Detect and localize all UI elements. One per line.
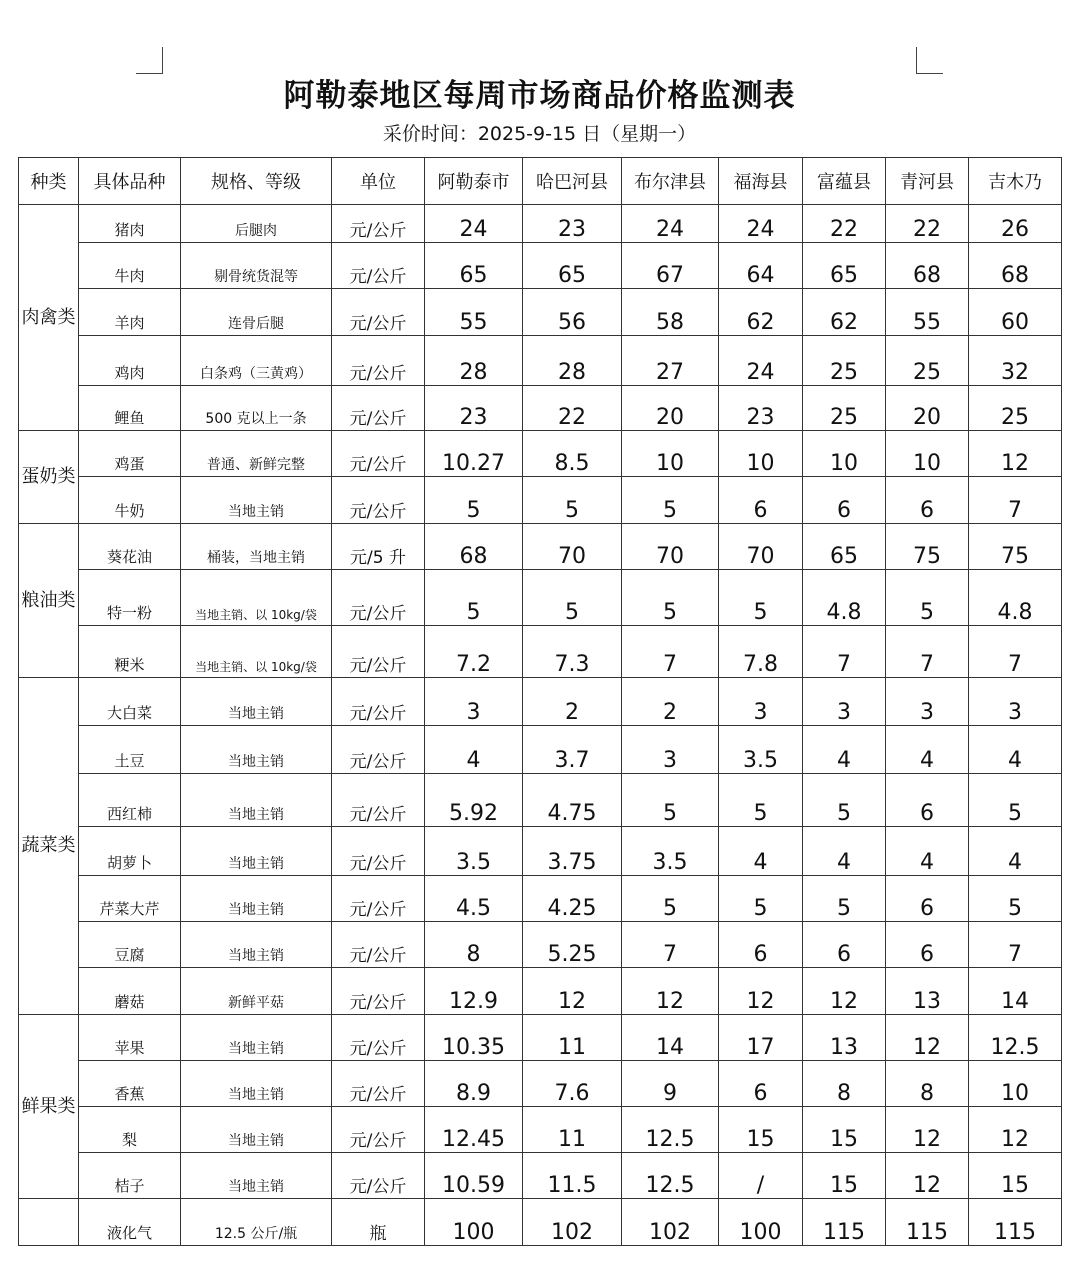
price-cell: 55 xyxy=(886,289,969,336)
spec-cell: 当地主销、以 10kg/袋 xyxy=(181,570,332,626)
price-cell: 5 xyxy=(803,876,886,922)
price-cell: 23 xyxy=(425,386,523,431)
price-cell: 6 xyxy=(886,922,969,968)
price-cell: 4 xyxy=(719,827,803,876)
category-cell: 粮油类 xyxy=(19,524,79,678)
unit-cell: 元/公斤 xyxy=(332,774,425,827)
price-cell: 58 xyxy=(622,289,719,336)
price-cell: 7.3 xyxy=(523,626,622,678)
price-cell: 56 xyxy=(523,289,622,336)
price-cell: 100 xyxy=(425,1199,523,1246)
table-row xyxy=(19,386,1062,431)
price-cell: 15 xyxy=(969,1153,1062,1199)
price-cell: 26 xyxy=(969,205,1062,243)
price-cell: 5 xyxy=(622,570,719,626)
item-name-cell: 胡萝卜 xyxy=(79,827,181,876)
price-cell: 7 xyxy=(803,626,886,678)
unit-cell: 元/公斤 xyxy=(332,678,425,726)
price-cell: 5 xyxy=(622,477,719,524)
price-cell: 115 xyxy=(803,1199,886,1246)
price-cell: 7.6 xyxy=(523,1061,622,1107)
price-cell: 5.92 xyxy=(425,774,523,827)
price-cell: 15 xyxy=(803,1107,886,1153)
price-cell: 68 xyxy=(425,524,523,570)
unit-cell: 元/公斤 xyxy=(332,289,425,336)
price-cell: 23 xyxy=(719,386,803,431)
spec-cell: 当地主销 xyxy=(181,726,332,774)
price-cell: 4.75 xyxy=(523,774,622,827)
price-cell: 62 xyxy=(719,289,803,336)
price-cell: 7 xyxy=(622,626,719,678)
spec-cell: 当地主销 xyxy=(181,1153,332,1199)
item-name-cell: 液化气 xyxy=(79,1199,181,1246)
price-cell: 6 xyxy=(719,922,803,968)
price-cell: 15 xyxy=(719,1107,803,1153)
spec-cell: 当地主销 xyxy=(181,1061,332,1107)
price-cell: 5 xyxy=(425,477,523,524)
price-cell: 20 xyxy=(622,386,719,431)
item-name-cell: 桔子 xyxy=(79,1153,181,1199)
price-cell: 8 xyxy=(803,1061,886,1107)
price-cell: 6 xyxy=(719,1061,803,1107)
price-cell: 4.25 xyxy=(523,876,622,922)
table-row xyxy=(19,1061,1062,1107)
spec-cell: 当地主销 xyxy=(181,1015,332,1061)
unit-cell: 瓶 xyxy=(332,1199,425,1246)
price-cell: 5 xyxy=(719,876,803,922)
price-cell: 3.5 xyxy=(622,827,719,876)
price-cell: 7.2 xyxy=(425,626,523,678)
spec-cell: 当地主销 xyxy=(181,922,332,968)
header-cell: 富蕴县 xyxy=(803,158,886,205)
category-cell xyxy=(19,1199,79,1246)
document-title: 阿勒泰地区每周市场商品价格监测表 xyxy=(283,78,796,114)
item-name-cell: 特一粉 xyxy=(79,570,181,626)
item-name-cell: 羊肉 xyxy=(79,289,181,336)
price-cell: 4.8 xyxy=(803,570,886,626)
table-row xyxy=(19,1199,1062,1246)
spec-cell: 连骨后腿 xyxy=(181,289,332,336)
price-cell: 4 xyxy=(886,726,969,774)
item-name-cell: 粳米 xyxy=(79,626,181,678)
item-name-cell: 土豆 xyxy=(79,726,181,774)
table-row xyxy=(19,827,1062,876)
spec-cell: 当地主销 xyxy=(181,774,332,827)
price-cell: 2 xyxy=(622,678,719,726)
price-cell: 12.5 xyxy=(622,1153,719,1199)
price-cell: 24 xyxy=(425,205,523,243)
price-cell: 10.27 xyxy=(425,431,523,477)
price-cell: 22 xyxy=(523,386,622,431)
price-cell: 5 xyxy=(969,876,1062,922)
price-cell: 27 xyxy=(622,336,719,386)
table-row xyxy=(19,289,1062,336)
price-table xyxy=(18,157,1062,1246)
price-cell: 3.5 xyxy=(719,726,803,774)
table-row xyxy=(19,726,1062,774)
price-cell: 2 xyxy=(523,678,622,726)
price-cell: 14 xyxy=(622,1015,719,1061)
table-row xyxy=(19,431,1062,477)
price-cell: 5 xyxy=(969,774,1062,827)
price-cell: 65 xyxy=(803,524,886,570)
price-cell: 4 xyxy=(886,827,969,876)
price-cell: 12 xyxy=(886,1015,969,1061)
item-name-cell: 梨 xyxy=(79,1107,181,1153)
item-name-cell: 芹菜大芹 xyxy=(79,876,181,922)
spec-cell: 当地主销、以 10kg/袋 xyxy=(181,626,332,678)
price-cell: 12.5 xyxy=(622,1107,719,1153)
price-cell: 10 xyxy=(969,1061,1062,1107)
price-cell: 3.7 xyxy=(523,726,622,774)
price-cell: 60 xyxy=(969,289,1062,336)
price-cell: 25 xyxy=(886,336,969,386)
price-cell: 12.45 xyxy=(425,1107,523,1153)
table-body xyxy=(19,205,1062,1246)
unit-cell: 元/公斤 xyxy=(332,726,425,774)
unit-cell: 元/公斤 xyxy=(332,431,425,477)
price-cell: 14 xyxy=(969,968,1062,1015)
table-row xyxy=(19,477,1062,524)
price-cell: 12.9 xyxy=(425,968,523,1015)
table-row xyxy=(19,243,1062,289)
price-cell: 3 xyxy=(803,678,886,726)
category-cell: 肉禽类 xyxy=(19,205,79,431)
item-name-cell: 蘑菇 xyxy=(79,968,181,1015)
item-name-cell: 豆腐 xyxy=(79,922,181,968)
spec-cell: 当地主销 xyxy=(181,477,332,524)
price-cell: 7 xyxy=(622,922,719,968)
unit-cell: 元/公斤 xyxy=(332,827,425,876)
table-row xyxy=(19,774,1062,827)
price-cell: 6 xyxy=(803,477,886,524)
price-cell: 4 xyxy=(803,726,886,774)
spec-cell: 白条鸡（三黄鸡） xyxy=(181,336,332,386)
price-cell: 4 xyxy=(969,827,1062,876)
unit-cell: 元/5 升 xyxy=(332,524,425,570)
price-cell: 3 xyxy=(969,678,1062,726)
price-cell: 5 xyxy=(425,570,523,626)
spec-cell: 桶装，当地主销 xyxy=(181,524,332,570)
price-cell: 6 xyxy=(719,477,803,524)
price-cell: 55 xyxy=(425,289,523,336)
price-cell: 100 xyxy=(719,1199,803,1246)
price-cell: 8.5 xyxy=(523,431,622,477)
category-cell: 鲜果类 xyxy=(19,1015,79,1199)
table-row xyxy=(19,524,1062,570)
price-cell: 24 xyxy=(719,205,803,243)
price-cell: 65 xyxy=(523,243,622,289)
price-cell: 7 xyxy=(886,626,969,678)
price-cell: 10 xyxy=(719,431,803,477)
price-cell: 65 xyxy=(803,243,886,289)
price-cell: 12 xyxy=(969,431,1062,477)
header-cell: 具体品种 xyxy=(79,158,181,205)
item-name-cell: 牛肉 xyxy=(79,243,181,289)
price-cell: 25 xyxy=(803,386,886,431)
header-cell: 福海县 xyxy=(719,158,803,205)
price-cell: 3.75 xyxy=(523,827,622,876)
price-cell: 17 xyxy=(719,1015,803,1061)
price-cell: 13 xyxy=(803,1015,886,1061)
price-cell: 115 xyxy=(969,1199,1062,1246)
item-name-cell: 香蕉 xyxy=(79,1061,181,1107)
price-cell: 4.5 xyxy=(425,876,523,922)
header-cell: 布尔津县 xyxy=(622,158,719,205)
price-cell: 11 xyxy=(523,1107,622,1153)
header-cell: 单位 xyxy=(332,158,425,205)
unit-cell: 元/公斤 xyxy=(332,243,425,289)
unit-cell: 元/公斤 xyxy=(332,922,425,968)
price-cell: 5 xyxy=(719,774,803,827)
price-cell: 3 xyxy=(622,726,719,774)
item-name-cell: 鸡蛋 xyxy=(79,431,181,477)
table-row xyxy=(19,922,1062,968)
price-cell: 115 xyxy=(886,1199,969,1246)
price-cell: 4 xyxy=(803,827,886,876)
unit-cell: 元/公斤 xyxy=(332,626,425,678)
unit-cell: 元/公斤 xyxy=(332,336,425,386)
header-cell: 阿勒泰市 xyxy=(425,158,523,205)
price-cell: 7 xyxy=(969,922,1062,968)
price-cell: 5 xyxy=(886,570,969,626)
price-cell: 7.8 xyxy=(719,626,803,678)
unit-cell: 元/公斤 xyxy=(332,477,425,524)
unit-cell: 元/公斤 xyxy=(332,1061,425,1107)
table-row xyxy=(19,336,1062,386)
price-cell: 70 xyxy=(622,524,719,570)
unit-cell: 元/公斤 xyxy=(332,968,425,1015)
price-cell: 5 xyxy=(523,570,622,626)
price-cell: 10.59 xyxy=(425,1153,523,1199)
price-cell: 12 xyxy=(969,1107,1062,1153)
price-cell: 5 xyxy=(523,477,622,524)
spec-cell: 新鲜平菇 xyxy=(181,968,332,1015)
header-cell: 青河县 xyxy=(886,158,969,205)
price-cell: 5 xyxy=(803,774,886,827)
unit-cell: 元/公斤 xyxy=(332,1015,425,1061)
price-cell: 10.35 xyxy=(425,1015,523,1061)
price-cell: 12.5 xyxy=(969,1015,1062,1061)
item-name-cell: 葵花油 xyxy=(79,524,181,570)
price-cell: 5 xyxy=(719,570,803,626)
item-name-cell: 鸡肉 xyxy=(79,336,181,386)
unit-cell: 元/公斤 xyxy=(332,876,425,922)
price-cell: 64 xyxy=(719,243,803,289)
price-cell: 32 xyxy=(969,336,1062,386)
price-cell: 10 xyxy=(622,431,719,477)
price-cell: 7 xyxy=(969,626,1062,678)
price-cell: 20 xyxy=(886,386,969,431)
price-cell: 6 xyxy=(803,922,886,968)
price-cell: 5 xyxy=(622,774,719,827)
table-row xyxy=(19,1015,1062,1061)
price-cell: 3.5 xyxy=(425,827,523,876)
price-cell: 7 xyxy=(969,477,1062,524)
price-cell: 8.9 xyxy=(425,1061,523,1107)
table-row xyxy=(19,570,1062,626)
item-name-cell: 大白菜 xyxy=(79,678,181,726)
price-cell: 8 xyxy=(425,922,523,968)
unit-cell: 元/公斤 xyxy=(332,1107,425,1153)
table-row xyxy=(19,968,1062,1015)
header-cell: 种类 xyxy=(19,158,79,205)
category-cell: 蛋奶类 xyxy=(19,431,79,524)
price-cell: 13 xyxy=(886,968,969,1015)
price-cell: 9 xyxy=(622,1061,719,1107)
item-name-cell: 牛奶 xyxy=(79,477,181,524)
category-cell: 蔬菜类 xyxy=(19,678,79,1015)
price-cell: 4.8 xyxy=(969,570,1062,626)
price-cell: 25 xyxy=(969,386,1062,431)
price-cell: 62 xyxy=(803,289,886,336)
price-cell: 12 xyxy=(523,968,622,1015)
price-cell: 75 xyxy=(969,524,1062,570)
price-cell: 28 xyxy=(523,336,622,386)
price-cell: 28 xyxy=(425,336,523,386)
price-cell: / xyxy=(719,1153,803,1199)
price-cell: 65 xyxy=(425,243,523,289)
unit-cell: 元/公斤 xyxy=(332,205,425,243)
price-cell: 23 xyxy=(523,205,622,243)
item-name-cell: 西红柿 xyxy=(79,774,181,827)
price-cell: 5.25 xyxy=(523,922,622,968)
price-cell: 75 xyxy=(886,524,969,570)
spec-cell: 当地主销 xyxy=(181,1107,332,1153)
price-cell: 4 xyxy=(425,726,523,774)
table-row xyxy=(19,626,1062,678)
table-row xyxy=(19,205,1062,243)
price-cell: 15 xyxy=(803,1153,886,1199)
item-name-cell: 猪肉 xyxy=(79,205,181,243)
price-cell: 102 xyxy=(622,1199,719,1246)
spec-cell: 当地主销 xyxy=(181,678,332,726)
price-cell: 22 xyxy=(803,205,886,243)
price-cell: 24 xyxy=(719,336,803,386)
price-cell: 6 xyxy=(886,774,969,827)
header-cell: 哈巴河县 xyxy=(523,158,622,205)
collection-date: 采价时间：2025-9-15 日（星期一） xyxy=(382,123,697,145)
price-cell: 4 xyxy=(969,726,1062,774)
spec-cell: 12.5 公斤/瓶 xyxy=(181,1199,332,1246)
price-cell: 67 xyxy=(622,243,719,289)
price-cell: 11 xyxy=(523,1015,622,1061)
spec-cell: 当地主销 xyxy=(181,876,332,922)
spec-cell: 500 克以上一条 xyxy=(181,386,332,431)
price-cell: 12 xyxy=(886,1107,969,1153)
price-cell: 3 xyxy=(886,678,969,726)
price-cell: 70 xyxy=(719,524,803,570)
spec-cell: 当地主销 xyxy=(181,827,332,876)
unit-cell: 元/公斤 xyxy=(332,386,425,431)
price-cell: 3 xyxy=(425,678,523,726)
spec-cell: 普通、新鲜完整 xyxy=(181,431,332,477)
price-cell: 68 xyxy=(886,243,969,289)
table-row xyxy=(19,678,1062,726)
unit-cell: 元/公斤 xyxy=(332,1153,425,1199)
price-cell: 10 xyxy=(803,431,886,477)
price-cell: 11.5 xyxy=(523,1153,622,1199)
table-row xyxy=(19,1153,1062,1199)
price-cell: 12 xyxy=(886,1153,969,1199)
unit-cell: 元/公斤 xyxy=(332,570,425,626)
spec-cell: 后腿肉 xyxy=(181,205,332,243)
table-row xyxy=(19,1107,1062,1153)
price-cell: 3 xyxy=(719,678,803,726)
price-cell: 12 xyxy=(719,968,803,1015)
price-cell: 25 xyxy=(803,336,886,386)
spec-cell: 剔骨统货混等 xyxy=(181,243,332,289)
price-cell: 12 xyxy=(622,968,719,1015)
price-cell: 68 xyxy=(969,243,1062,289)
price-cell: 70 xyxy=(523,524,622,570)
item-name-cell: 鲤鱼 xyxy=(79,386,181,431)
header-cell: 吉木乃 xyxy=(969,158,1062,205)
table-row xyxy=(19,876,1062,922)
price-cell: 10 xyxy=(886,431,969,477)
price-cell: 102 xyxy=(523,1199,622,1246)
price-cell: 8 xyxy=(886,1061,969,1107)
price-cell: 6 xyxy=(886,477,969,524)
price-cell: 5 xyxy=(622,876,719,922)
price-cell: 24 xyxy=(622,205,719,243)
header-cell: 规格、等级 xyxy=(181,158,332,205)
item-name-cell: 苹果 xyxy=(79,1015,181,1061)
header-row xyxy=(19,158,1062,205)
price-cell: 22 xyxy=(886,205,969,243)
price-cell: 6 xyxy=(886,876,969,922)
price-cell: 12 xyxy=(803,968,886,1015)
